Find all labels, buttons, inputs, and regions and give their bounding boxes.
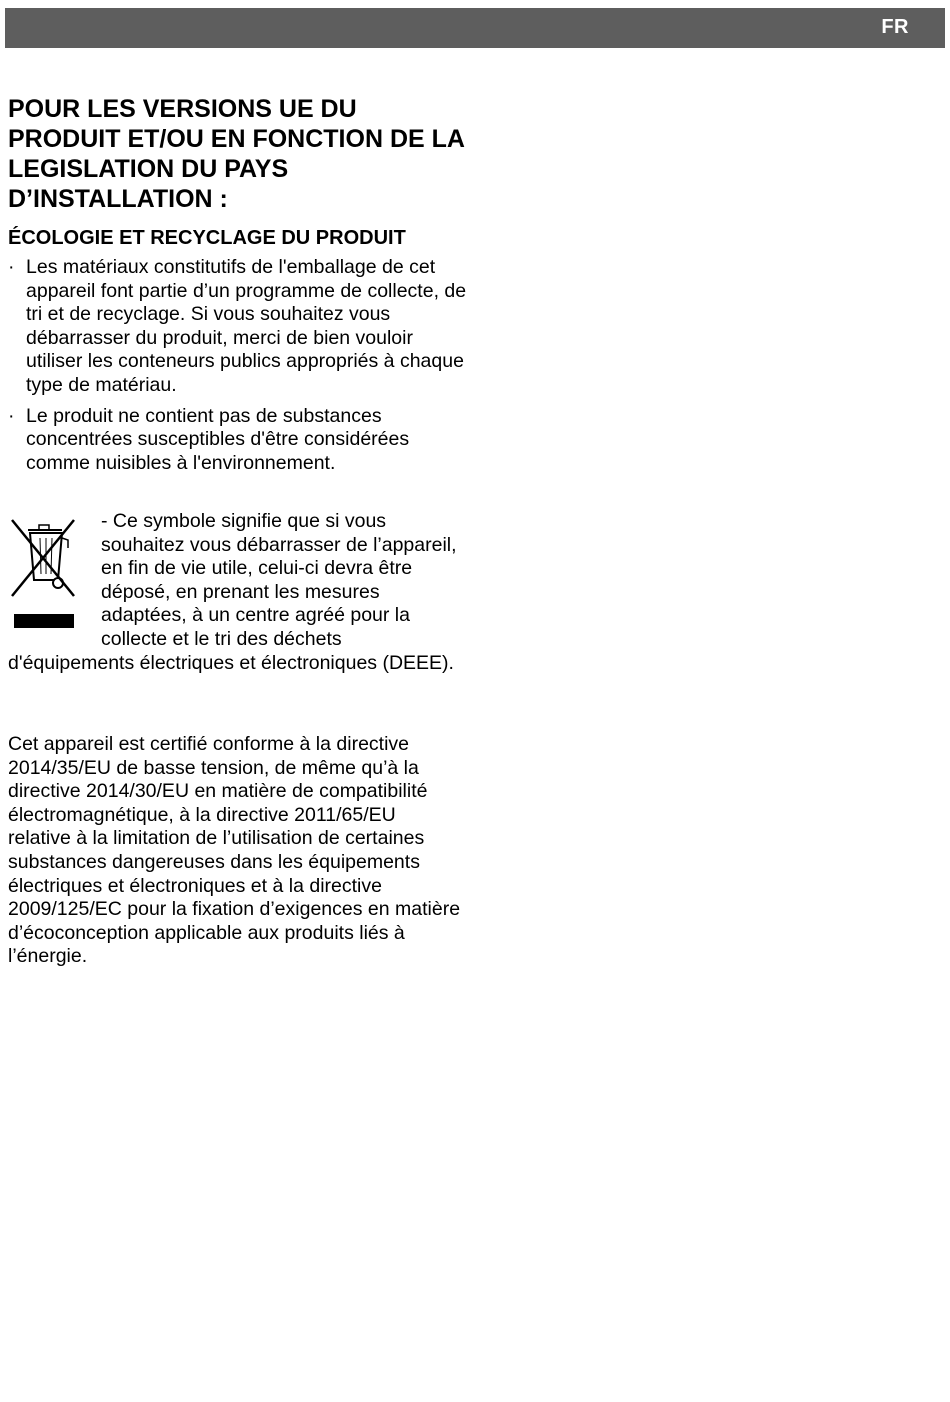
list-item xyxy=(8,405,468,476)
crossed-out-wheelie-bin-icon xyxy=(8,514,78,632)
bullet-marker: · xyxy=(8,404,15,427)
header-bar xyxy=(5,8,945,48)
bullet-list xyxy=(8,256,468,482)
list-item xyxy=(8,256,468,398)
bullet-marker: · xyxy=(8,256,15,278)
weee-notice xyxy=(8,510,458,675)
certification-text: Cet appareil est certifié conforme à la directive 2014/35/EU de basse tension, de même qu’à la directive 2014/30/EU en matière de compatibilité électromagnétique, à la directive 2011/65/EU relative à la limitation de l’utilisation de certaines substances dangereuses dans les équipements électriques et électroniques et à la directive 2009/125/EC pour la fixation d’exigences en matière d’écoconception applicable aux produits liés à l’énergie. xyxy=(8,733,461,968)
page-title: POUR LES VERSIONS UE DU PRODUIT ET/OU EN FONCTION DE LA LEGISLATION DU PAYS D’INSTALLATION : xyxy=(8,95,465,213)
bullet-text: Le produit ne contient pas de substances concentrées susceptibles d'être considérées comme nuisibles à l'environnement. xyxy=(26,404,410,474)
bullet-text: Les matériaux constitutifs de l'emballage de cet appareil font partie d’un programme de collecte, de tri et de recyclage. Si vous souhaitez vous débarrasser du produit, merci de bien vouloir utiliser les conteneurs publics appropriés à chaque type de matériau. xyxy=(26,256,467,396)
section-heading: ÉCOLOGIE ET RECYCLAGE DU PRODUIT xyxy=(8,227,406,249)
weee-text: - Ce symbole signifie que si vous souhaitez vous débarrasser de l’appareil, en fin de vie utile, celui-ci devra être déposé, en prenant les mesures adaptées, à un centre agréé pour la collecte et le tri des déchets d'équipements électriques et électroniques (DEEE). xyxy=(8,510,457,674)
language-label: FR xyxy=(881,16,909,38)
